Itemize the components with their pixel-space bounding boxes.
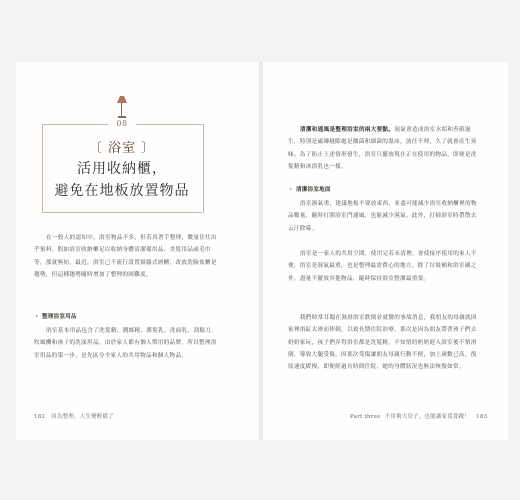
chapter-title-line-2: 避免在地板放置物品 bbox=[54, 183, 190, 199]
footer-page-number-left: 182 bbox=[34, 414, 46, 420]
lamp-icon bbox=[116, 96, 128, 120]
chapter-frame-divider bbox=[42, 212, 202, 213]
section-heading-right: ・ 清潔浴室地面 bbox=[288, 187, 331, 193]
right-paragraph-1 bbox=[288, 124, 480, 173]
chapter-number: 08 bbox=[108, 119, 136, 129]
right-paragraph-2: 浴室濕氣重，建議地板不要放東西，並盡可能減少浴室收納櫃裡的物品數量，隨時打開浴室門通風，也能減少濕氣。此外，打掃浴室時帶散去云汙除霉。 bbox=[288, 201, 477, 232]
footer-page-number-right: 183 bbox=[476, 414, 488, 420]
right-paragraph-4: 我們時常耳聞在濕滑浴室跌倒並就醫的事故消息，我朋友的母親就因家裡浴缸太滑而摔倒，以致長期住院治療。那次是因為朋友帶著孩子們去奶奶家玩，孩子們弄得浴室都是洗髮精，不知情的奶奶進入浴室後不慎滑倒，導致大腿受傷，因那次受傷讓朋友母親行動不便，加上歲數已高，復原速度緩慢，即便經過長時間住院，她的身體狀況也無法恢復如常。 bbox=[288, 315, 477, 371]
right-paragraph-1-lead: 清潔和通風是整理浴室的兩大要點。 bbox=[300, 127, 395, 133]
right-paragraph-3: 浴室是一家人的共用空間，使用完若未清理，會使接序使用的家人不便，浴室是濕氣最重，也是整理最需費心的地方。除了垃圾桶和浴室刷之外，盡量不擺放其他物品，隨時保持浴室整潔最重要。 bbox=[288, 251, 477, 282]
footer-left bbox=[34, 412, 114, 420]
footer-part-label: Part three bbox=[350, 414, 381, 420]
section-paragraph-left: 浴室基本用品包含了洗髮精、潤絲精、護髮乳、洗面乳、刮鬍刀、吹風機和孩子的洗澡用品，由於家人都有個人慣用的品牌，所以整理浴室用品的第一步，是先區分全家人的共用物品和個人物品。 bbox=[34, 328, 217, 359]
chapter-title-line-1: 活用收納櫃， bbox=[77, 161, 167, 177]
footer-book-title: 回為整理，人生變輕鬆了 bbox=[51, 414, 114, 420]
chapter-keyword: 〔 浴室 〕 bbox=[88, 141, 156, 156]
footer-part-title: 不用夠大房子，也能讓家寬寬敞！ bbox=[384, 414, 471, 420]
footer-right bbox=[350, 412, 487, 420]
book-gutter bbox=[259, 62, 263, 440]
section-heading-left: ・ 整理浴室用品 bbox=[34, 314, 77, 320]
intro-paragraph: 在一般人的認知中，浴室物品不多，但若真著手整理，數量往往出乎預料。假如浴室收納櫃足以收納身體清潔備用品、美髮用品或毛巾等，那就無妨。最近，浴室已不流行設置掛牆式層櫃，改放洗臉盆櫃是趨勢，但這種趨勢隨時增加了整理的困難度。 bbox=[34, 235, 217, 278]
right-paragraph-1-body: 濕氣會造成浴室水垢和苔蘚滋生，特別是磁磚縫隙處是黴菌和細菌的溫床，放任不理，久了就會產生臭味。為了防止上述情形發生，浴室只擺放現在正在使用的物品，即便是洗髮精和沐浴乳也一樣。 bbox=[288, 127, 477, 170]
